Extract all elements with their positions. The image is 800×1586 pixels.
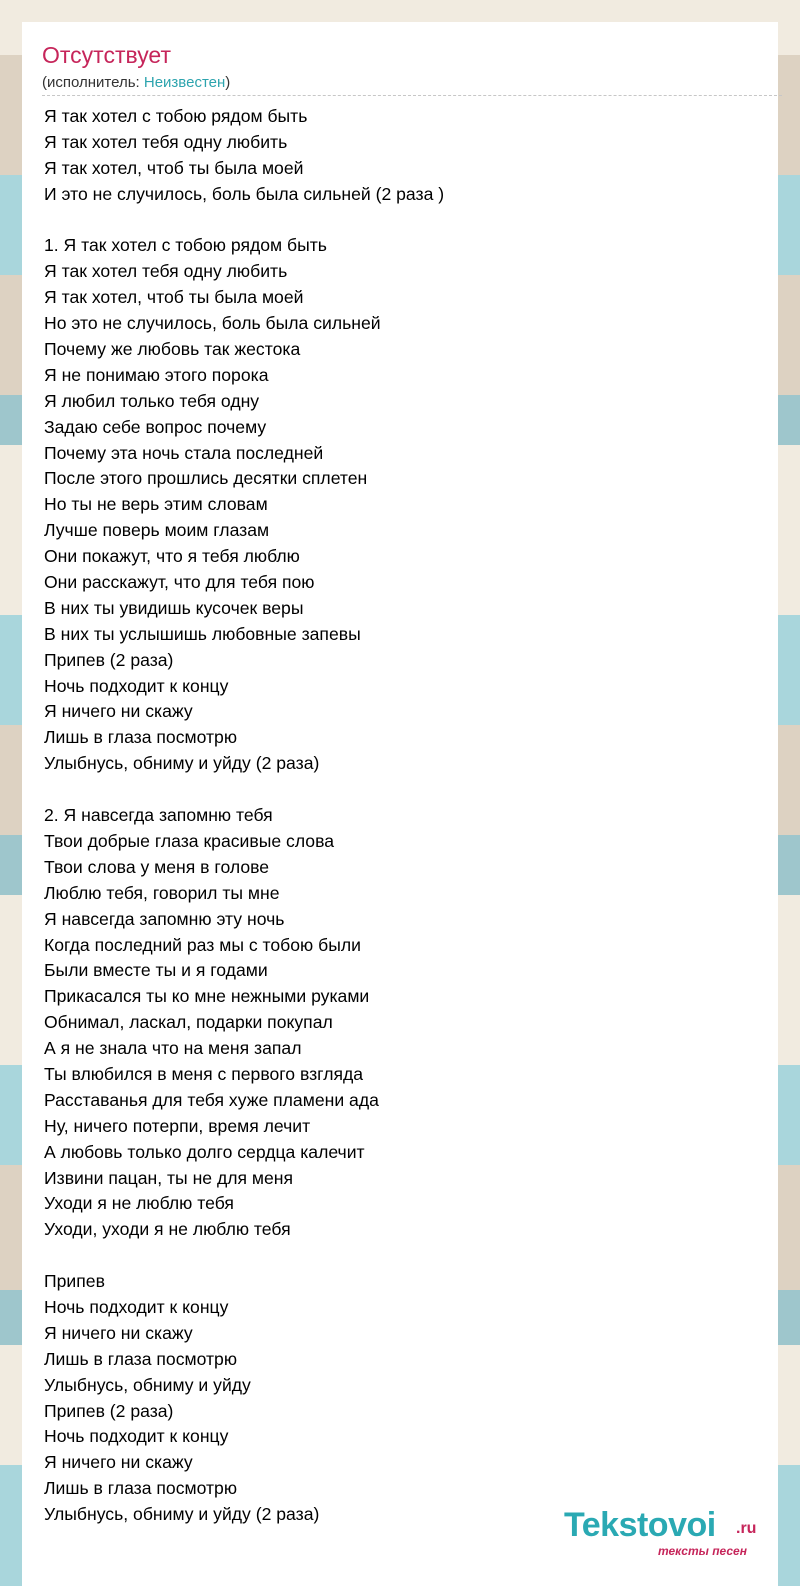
lyric-line: А я не знала что на меня запал — [44, 1038, 302, 1059]
lyric-line: Я так хотел, чтоб ты была моей — [44, 157, 304, 178]
lyric-line: Но это не случилось, боль была сильней — [44, 313, 381, 334]
site-logo[interactable] — [564, 1506, 774, 1562]
lyric-line: Задаю себе вопрос почему — [44, 416, 267, 437]
lyric-line: Люблю тебя, говорил ты мне — [44, 882, 280, 903]
lyric-line: Твои добрые глаза красивые слова — [44, 830, 335, 851]
lyric-line: Уходи, уходи я не люблю тебя — [44, 1219, 291, 1240]
lyric-line: Я так хотел с тобою рядом быть — [44, 106, 308, 126]
lyric-line: Но ты не верь этим словам — [44, 494, 268, 515]
lyric-line: Лишь в глаза посмотрю — [44, 1348, 238, 1369]
artist-link[interactable]: Неизвестен — [143, 74, 226, 91]
lyric-line: Расставанья для тебя хуже пламени ада — [44, 1089, 379, 1110]
lyric-line: Прикасался ты ко мне нежными руками — [44, 986, 370, 1007]
artist-prefix: (исполнитель: — [42, 74, 144, 91]
lyric-line: Лучше поверь моим глазам — [44, 520, 270, 541]
lyric-line: Когда последний раз мы с тобою были — [44, 934, 361, 955]
lyric-line: Уходи я не люблю тебя — [44, 1193, 234, 1214]
lyric-line: Я ничего ни скажу — [44, 1452, 193, 1473]
lyric-line: Извини пацан, ты не для меня — [44, 1167, 294, 1188]
lyric-line: В них ты увидишь кусочек веры — [44, 597, 304, 618]
lyric-line: Я любил только тебя одну — [44, 390, 260, 411]
lyric-line: Припев — [44, 1271, 105, 1292]
lyric-line: В них ты услышишь любовные запевы — [44, 623, 361, 644]
lyric-line: И это не случилось, боль была сильней (2 раза ) — [44, 183, 445, 204]
lyric-line: А любовь только долго сердца калечит — [44, 1141, 365, 1162]
lyric-line: Обнимал, ласкал, подарки покупал — [44, 1012, 333, 1033]
lyric-line: 1. Я так хотел с тобою рядом быть — [44, 235, 327, 256]
lyric-line: Ночь подходит к концу — [44, 1296, 229, 1317]
lyric-line: Ночь подходит к концу — [44, 1426, 229, 1447]
lyric-line: Я так хотел тебя одну любить — [44, 131, 288, 152]
lyric-line — [44, 1243, 764, 1269]
lyric-line: Я навсегда запомню эту ночь — [44, 908, 285, 929]
lyric-line: Почему эта ночь стала последней — [44, 442, 324, 463]
lyric-line: Улыбнусь, обниму и уйду (2 раза) — [44, 753, 320, 774]
lyric-line: Припев (2 раза) — [44, 1400, 174, 1421]
lyric-line: Они покажут, что я тебя люблю — [44, 546, 300, 567]
lyric-line: Почему же любовь так жестока — [44, 339, 301, 360]
artist-suffix: ) — [225, 74, 231, 91]
lyric-line: После этого прошлись десятки сплетен — [44, 468, 368, 489]
lyric-line — [44, 208, 764, 234]
lyric-line: Лишь в глаза посмотрю — [44, 727, 238, 748]
logo-tagline: тексты песен — [658, 1544, 747, 1558]
lyric-line: Я ничего ни скажу — [44, 1322, 193, 1343]
lyric-line: Ты влюбился в меня с первого взгляда — [44, 1063, 364, 1084]
artist-line — [42, 74, 230, 91]
lyric-line: Припев (2 раза) — [44, 649, 174, 670]
lyric-line: Ночь подходит к концу — [44, 675, 229, 696]
logo-wordmark: Tekstovoi — [564, 1506, 716, 1544]
lyrics-text — [44, 104, 764, 1528]
lyric-line: Я не понимаю этого порока — [44, 364, 269, 385]
lyric-line: 2. Я навсегда запомню тебя — [44, 805, 273, 826]
lyric-line: Я так хотел тебя одну любить — [44, 261, 288, 282]
lyric-line — [44, 777, 764, 803]
song-title: Отсутствует — [42, 42, 171, 68]
lyric-line: Твои слова у меня в голове — [44, 856, 270, 877]
lyrics-card — [22, 22, 778, 1586]
lyric-line: Лишь в глаза посмотрю — [44, 1478, 238, 1499]
lyric-line: Я так хотел, чтоб ты была моей — [44, 287, 304, 308]
lyric-line: Были вместе ты и я годами — [44, 960, 268, 981]
logo-tld: .ru — [736, 1520, 757, 1537]
lyric-line: Улыбнусь, обниму и уйду (2 раза) — [44, 1504, 320, 1525]
divider — [42, 95, 782, 96]
lyric-line: Я ничего ни скажу — [44, 701, 193, 722]
lyric-line: Ну, ничего потерпи, время лечит — [44, 1115, 311, 1136]
lyric-line: Они расскажут, что для тебя пою — [44, 572, 315, 593]
lyric-line: Улыбнусь, обниму и уйду — [44, 1374, 251, 1395]
